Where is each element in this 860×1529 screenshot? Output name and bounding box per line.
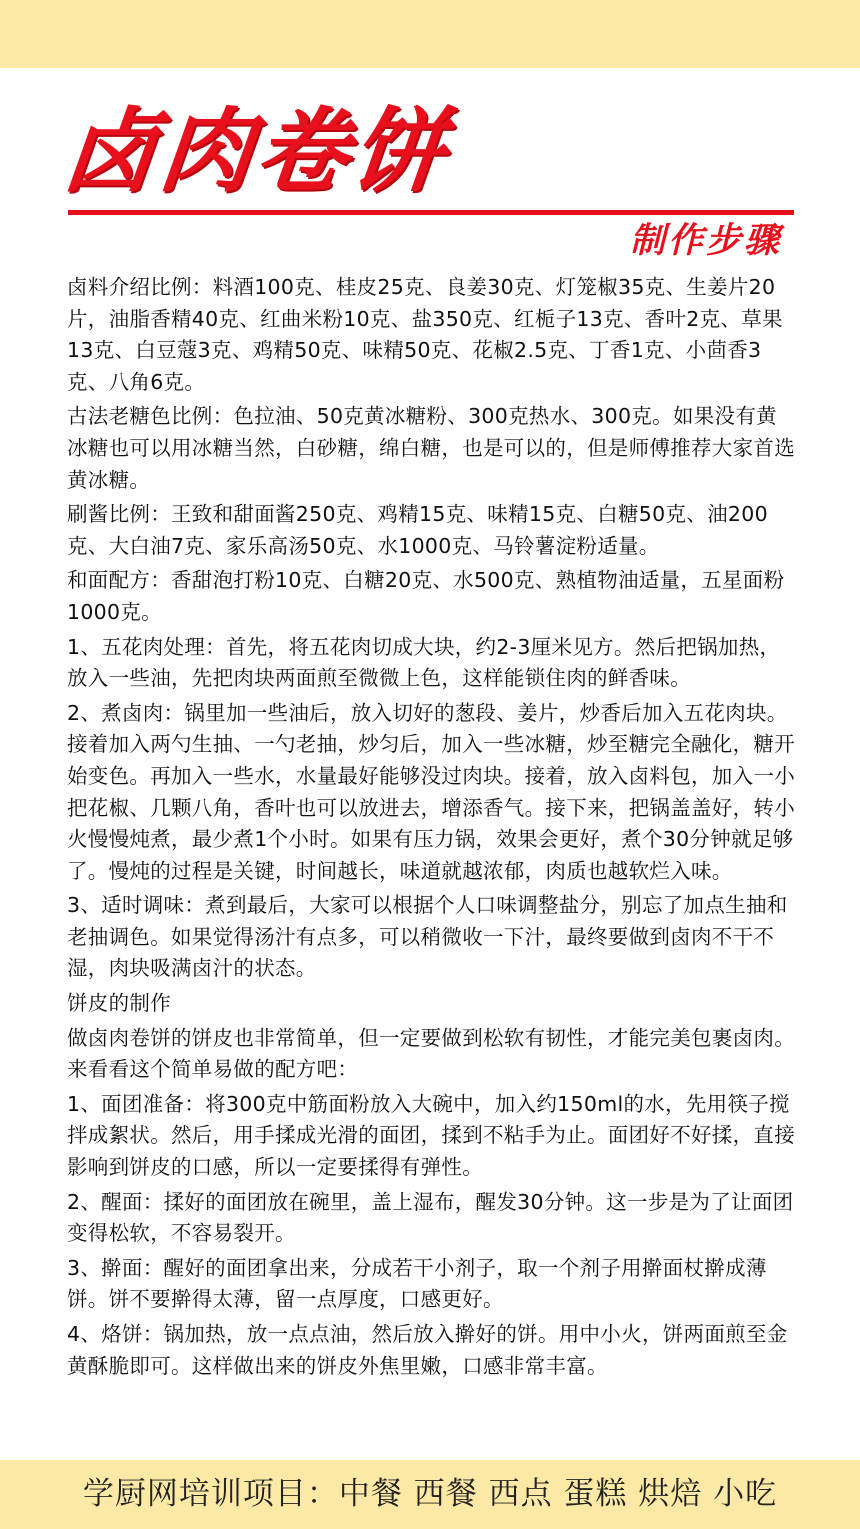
paragraph-dough-formula: 和面配方：香甜泡打粉10克、白糖20克、水500克、熟植物油适量，五星面粉1000克。 [67,568,785,624]
paragraph-step-cook: 4、烙饼：锅加热，放一点点油，然后放入擀好的饼。用中小火，饼两面煎至金黄酥脆即可。这样做出来的饼皮外焦里嫩，口感非常丰富。 [67,1322,788,1378]
title-divider [68,210,794,215]
paragraph-wrapper-intro: 做卤肉卷饼的饼皮也非常简单，但一定要做到松软有韧性，才能完美包裹卤肉。来看看这个简单易做的配方吧： [67,1025,795,1082]
section-heading-wrapper: 饼皮的制作 [67,991,171,1016]
paragraph-step-dough: 1、面团准备：将300克中筋面粉放入大碗中，加入约150ml的水，先用筷子搅拌成絮状。然后，用手揉成光滑的面团，揉到不粘手为止。面团好不好揉，直接影响到饼皮的口感，所以一定要揉得有弹性。 [67,1091,795,1180]
top-banner [0,0,860,68]
footer-text: 学厨网培训项目：中餐 西餐 西点 蛋糕 烘焙 小吃 [82,1476,778,1512]
paragraph-caramel-ratio: 古法老糖色比例：色拉油、50克黄冰糖粉、300克热水、300克。如果没有黄冰糖也可以用冰糖当然，白砂糖，绵白糖，也是可以的，但是师傅推荐大家首选黄冰糖。 [67,404,795,492]
paragraph-step-pork-prep: 1、五花肉处理：首先，将五花肉切成大块，约2-3厘米见方。然后把锅加热，放入一些油，先把肉块两面煎至微微上色，这样能锁住肉的鲜香味。 [67,634,781,691]
page-title: 卤肉卷饼 [58,98,454,205]
page-subtitle: 制作步骤 [629,221,782,261]
recipe-body [67,272,797,1385]
paragraph-sauce-ratio: 刷酱比例：王致和甜面酱250克、鸡精15克、味精15克、白糖50克、油200克、大白油7克、家乐高汤50克、水1000克、马铃薯淀粉适量。 [67,502,768,558]
paragraph-marinade-ratio: 卤料介绍比例：料酒100克、桂皮25克、良姜30克、灯笼椒35克、生姜片20片，油脂香精40克、红曲米粉10克、盐350克、红栀子13克、香叶2克、草果13克、白豆蔻3克、鸡精50克、味精50克、花椒2.5克、丁香1克、小茴香3克、八角6克。 [67,275,783,394]
paragraph-step-seasoning: 3、适时调味：煮到最后，大家可以根据个人口味调整盐分，别忘了加点生抽和老抽调色。如果觉得汤汁有点多，可以稍微收一下汁，最终要做到卤肉不干不湿，肉块吸满卤汁的状态。 [67,893,788,981]
paragraph-step-roll: 3、擀面：醒好的面团拿出来，分成若干小剂子，取一个剂子用擀面杖擀成薄饼。饼不要擀得太薄，留一点厚度，口感更好。 [67,1255,767,1312]
paragraph-step-braise: 2、煮卤肉：锅里加一些油后，放入切好的葱段、姜片，炒香后加入五花肉块。接着加入两勺生抽、一勺老抽，炒匀后，加入一些冰糖，炒至糖完全融化，糖开始变色。再加入一些水，水量最好能够没过肉块。接着，放入卤料包，加入一小把花椒、几颗八角，香叶也可以放进去，增添香气。接下来，把锅盖盖好，转小火慢慢炖煮，最少煮1个小时。如果有压力锅，效果会更好，煮个30分钟就足够了。慢炖的过程是关键，时间越长，味道就越浓郁，肉质也越软烂入味。 [67,700,795,883]
paragraph-step-rest: 2、醒面：揉好的面团放在碗里，盖上湿布，醒发30分钟。这一步是为了让面团变得松软，不容易裂开。 [67,1189,794,1246]
